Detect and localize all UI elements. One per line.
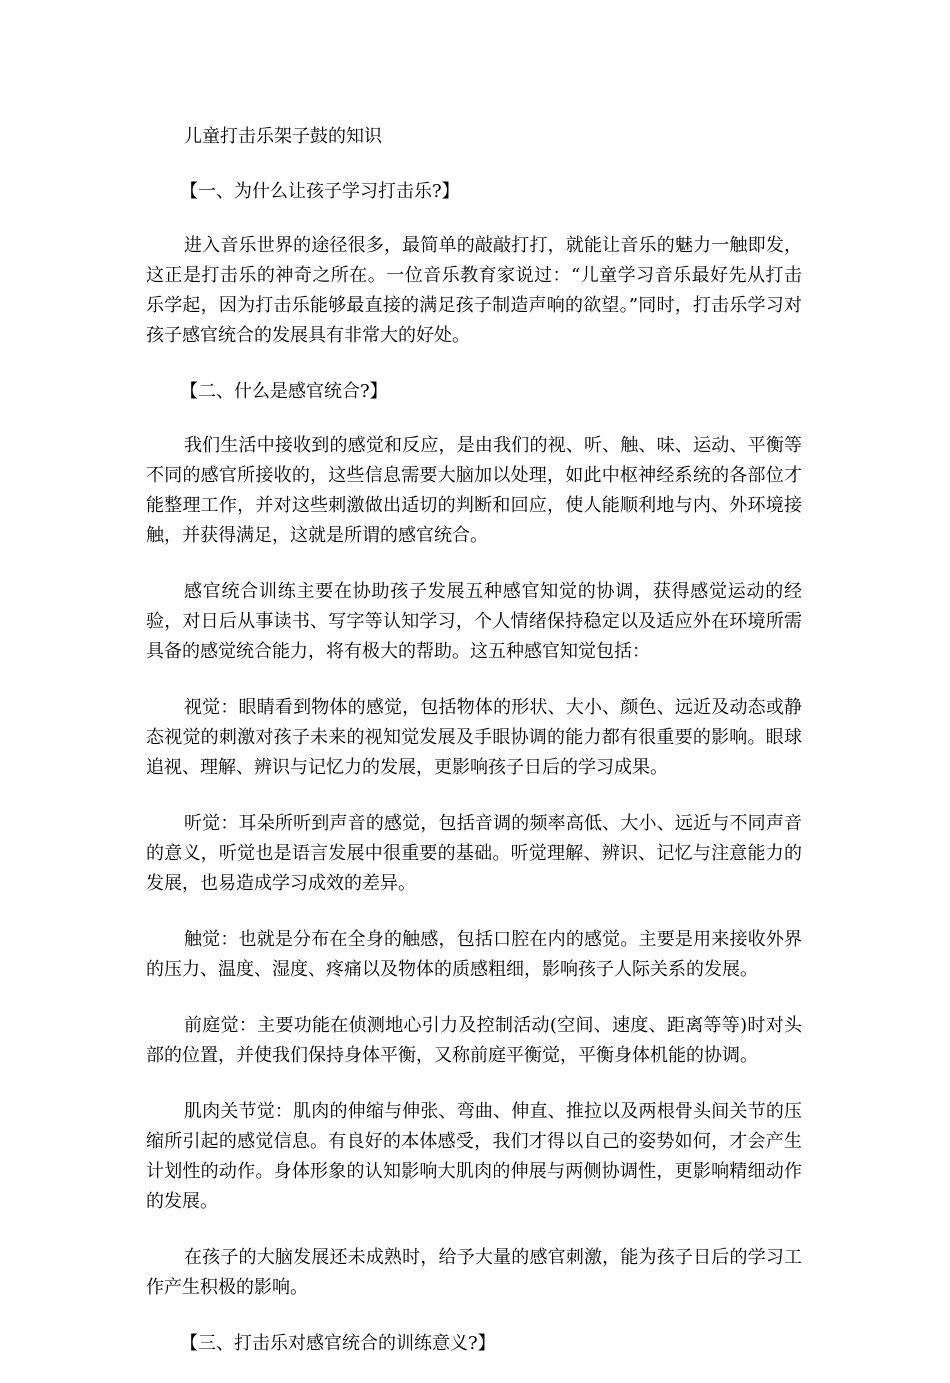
document-title: 儿童打击乐架子鼓的知识 <box>184 126 382 147</box>
section-heading-3: 【三、打击乐对感官统合的训练意义?】 <box>180 1333 496 1354</box>
paragraph-tactile-sense: 触觉：也就是分布在全身的触感，包括口腔在内的感觉。主要是用来接收外界的压力、温度、湿度、疼痛以及物体的质感粗细，影响孩子人际关系的发展。 <box>146 929 802 980</box>
paragraph: 感官统合训练主要在协助孩子发展五种感官知觉的协调，获得感觉运动的经验，对日后从事读书、写字等认知学习，个人情绪保持稳定以及适应外在环境所需具备的感觉统合能力，将有极大的帮助。这五种感官知觉包括： <box>146 581 802 662</box>
paragraph: 我们生活中接收到的感觉和反应，是由我们的视、听、触、味、运动、平衡等不同的感官所接收的，这些信息需要大脑加以处理，如此中枢神经系统的各部位才能整理工作，并对这些刺激做出适切的判断和回应，使人能顺利地与内、外环境接触，并获得满足，这就是所谓的感官统合。 <box>146 435 802 546</box>
paragraph-auditory-sense: 听觉：耳朵所听到声音的感觉，包括音调的频率高低、大小、远近与不同声音的意义，听觉也是语言发展中很重要的基础。听觉理解、辨识、记忆与注意能力的发展，也易造成学习成效的差异。 <box>146 813 802 894</box>
paragraph-vestibular-sense: 前庭觉：主要功能在侦测地心引力及控制活动(空间、速度、距离等等)时对头部的位置，并使我们保持身体平衡，又称前庭平衡觉，平衡身体机能的协调。 <box>146 1015 802 1066</box>
paragraph-visual-sense: 视觉：眼睛看到物体的感觉，包括物体的形状、大小、颜色、远近及动态或静态视觉的刺激对孩子未来的视知觉发展及手眼协调的能力都有很重要的影响。眼球追视、理解、辨识与记忆力的发展，更影响孩子日后的学习成果。 <box>146 697 802 778</box>
paragraph-proprioception: 肌肉关节觉：肌肉的伸缩与伸张、弯曲、伸直、推拉以及两根骨头间关节的压缩所引起的感觉信息。有良好的本体感受，我们才得以自己的姿势如何，才会产生计划性的动作。身体形象的认知影响大肌肉的伸展与两侧协调性，更影响精细动作的发展。 <box>146 1101 802 1212</box>
paragraph: 进入音乐世界的途径很多，最简单的敲敲打打，就能让音乐的魅力一触即发，这正是打击乐的神奇之所在。一位音乐教育家说过：“儿童学习音乐最好先从打击乐学起，因为打击乐能够最直接的满足孩子制造声响的欲望。”同时，打击乐学习对孩子感官统合的发展具有非常大的好处。 <box>146 235 802 346</box>
section-heading-2: 【二、什么是感官统合?】 <box>180 381 388 402</box>
section-heading-1: 【一、为什么让孩子学习打击乐?】 <box>180 181 460 202</box>
document-page <box>146 122 802 1383</box>
paragraph: 在孩子的大脑发展还未成熟时，给予大量的感官刺激，能为孩子日后的学习工作产生积极的影响。 <box>146 1247 802 1298</box>
